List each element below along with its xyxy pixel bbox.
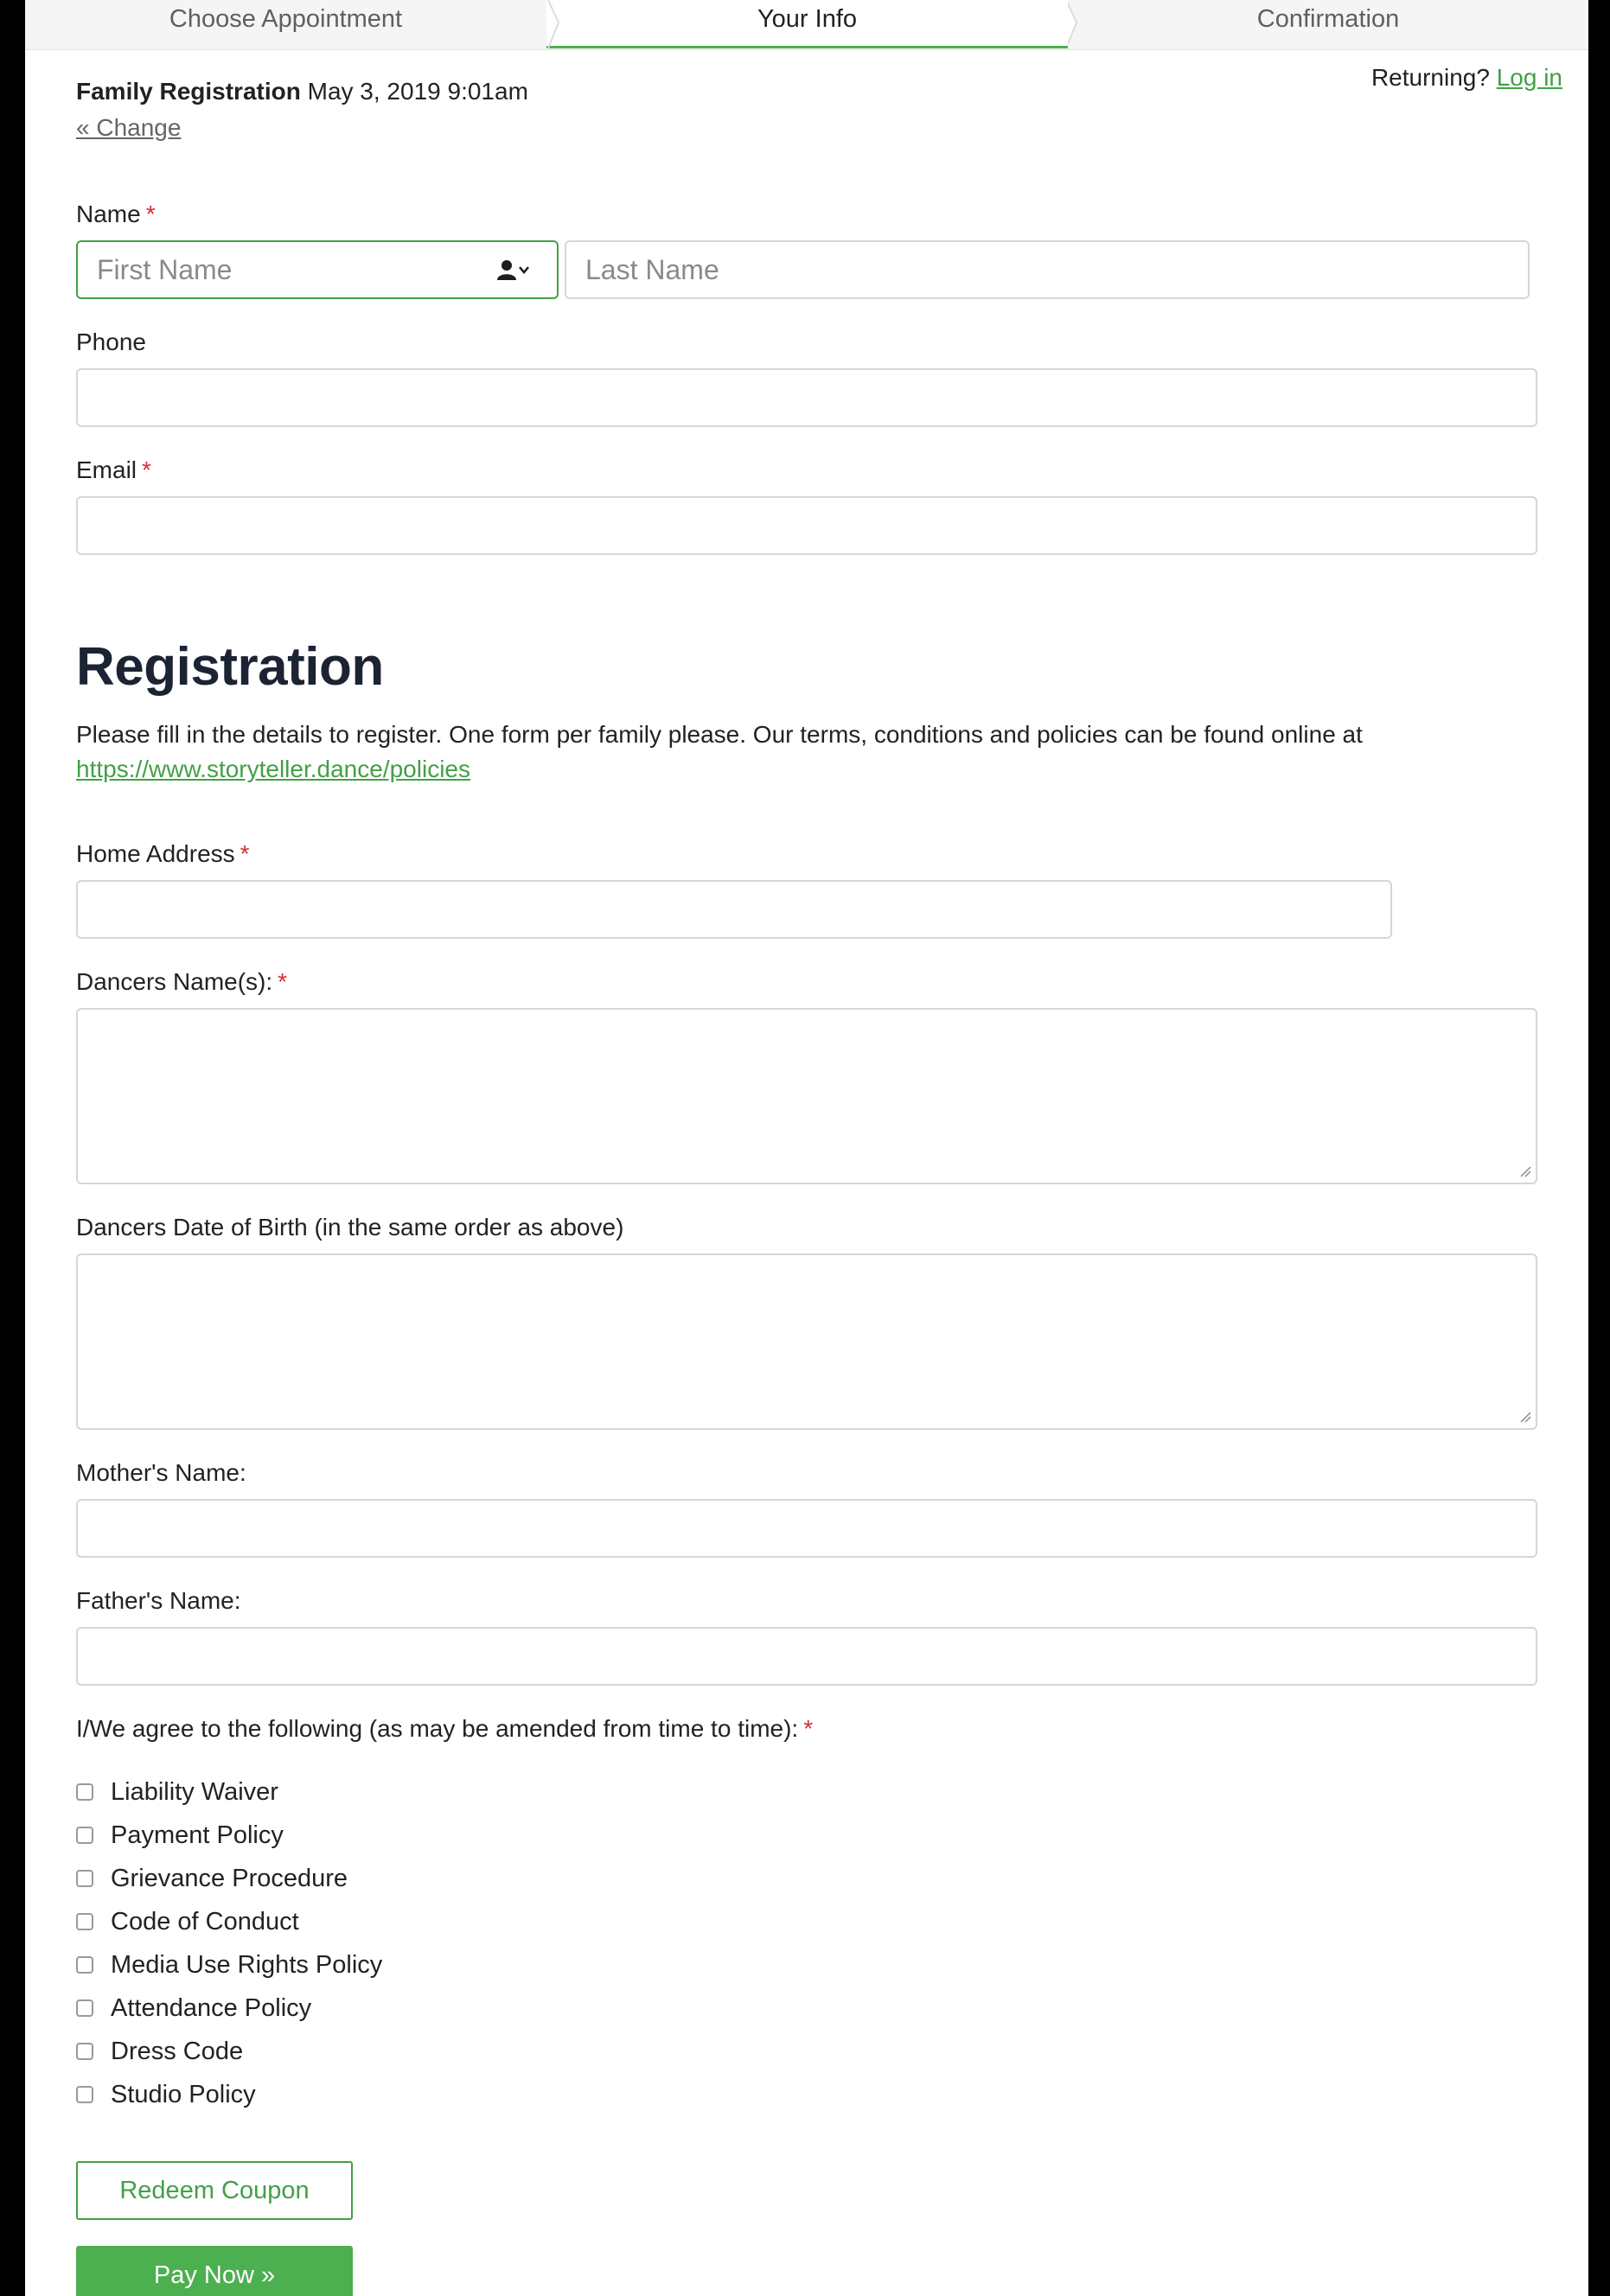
dancers-names-label: Dancers Name(s): * bbox=[76, 968, 288, 995]
step-your-info: Your Info bbox=[546, 0, 1068, 48]
agreement-item-label: Attendance Policy bbox=[111, 1993, 312, 2022]
registration-title: Registration bbox=[76, 637, 384, 697]
agreement-item-label: Media Use Rights Policy bbox=[111, 1950, 383, 1979]
agreement-item[interactable] bbox=[76, 1814, 382, 1857]
required-marker: * bbox=[240, 840, 250, 867]
step-confirmation: Confirmation bbox=[1256, 5, 1400, 33]
agreement-item-label: Dress Code bbox=[111, 2037, 244, 2065]
resize-handle-icon[interactable] bbox=[1519, 1165, 1531, 1177]
change-appointment-link[interactable]: « Change bbox=[76, 114, 182, 141]
appointment-type: Family Registration bbox=[76, 78, 301, 105]
last-name-input[interactable] bbox=[565, 240, 1530, 299]
agreement-item[interactable] bbox=[76, 2030, 382, 2073]
agreement-item[interactable] bbox=[76, 1770, 382, 1814]
returning-login bbox=[1371, 64, 1562, 92]
required-marker: * bbox=[142, 456, 151, 483]
step-tabs bbox=[25, 0, 1588, 50]
first-name-input[interactable] bbox=[76, 240, 559, 299]
step-separator-chevron bbox=[1068, 0, 1094, 48]
appointment-summary bbox=[76, 78, 528, 105]
home-address-input[interactable] bbox=[76, 880, 1392, 939]
home-address-label: Home Address * bbox=[76, 840, 250, 867]
redeem-coupon-button[interactable]: Redeem Coupon bbox=[76, 2161, 353, 2220]
dancers-dob-label: Dancers Date of Birth (in the same order as above) bbox=[76, 1214, 624, 1240]
name-label: Name * bbox=[76, 201, 156, 227]
required-marker: * bbox=[145, 201, 156, 227]
checkbox[interactable] bbox=[76, 1956, 93, 1974]
dancers-dob-textarea[interactable] bbox=[76, 1253, 1537, 1430]
agreement-checklist bbox=[76, 1770, 382, 2116]
checkbox[interactable] bbox=[76, 2086, 93, 2103]
agreement-item-label: Studio Policy bbox=[111, 2080, 256, 2108]
fathers-name-label: Father's Name: bbox=[76, 1587, 241, 1614]
agreement-item[interactable] bbox=[76, 1943, 382, 1987]
agreement-item[interactable] bbox=[76, 1987, 382, 2030]
agreement-item-label: Grievance Procedure bbox=[111, 1864, 348, 1892]
agreement-item[interactable] bbox=[76, 2073, 382, 2116]
checkbox[interactable] bbox=[76, 1913, 93, 1930]
step-choose-appointment[interactable]: Choose Appointment bbox=[169, 5, 403, 33]
mothers-name-label: Mother's Name: bbox=[76, 1459, 246, 1486]
checkbox[interactable] bbox=[76, 2043, 93, 2060]
policies-link[interactable]: https://www.storyteller.dance/policies bbox=[76, 756, 470, 782]
fathers-name-input[interactable] bbox=[76, 1627, 1537, 1686]
checkbox[interactable] bbox=[76, 1870, 93, 1887]
checkbox[interactable] bbox=[76, 1827, 93, 1844]
resize-handle-icon[interactable] bbox=[1519, 1411, 1531, 1423]
contact-picker-icon[interactable] bbox=[492, 254, 535, 289]
registration-intro bbox=[76, 718, 1546, 787]
agreement-item-label: Code of Conduct bbox=[111, 1907, 299, 1936]
mothers-name-input[interactable] bbox=[76, 1499, 1537, 1558]
email-label: Email * bbox=[76, 456, 151, 483]
phone-input[interactable] bbox=[76, 368, 1537, 427]
dancers-names-textarea[interactable] bbox=[76, 1008, 1537, 1184]
scheduling-page bbox=[25, 0, 1588, 2296]
checkbox[interactable] bbox=[76, 1783, 93, 1801]
agreement-item[interactable] bbox=[76, 1900, 382, 1943]
login-link[interactable]: Log in bbox=[1496, 64, 1562, 91]
step-separator-chevron bbox=[546, 0, 572, 48]
agreement-item[interactable] bbox=[76, 1857, 382, 1900]
agreement-item-label: Payment Policy bbox=[111, 1821, 284, 1849]
appointment-datetime: May 3, 2019 9:01am bbox=[307, 78, 528, 105]
checkbox[interactable] bbox=[76, 1999, 93, 2017]
phone-label: Phone bbox=[76, 328, 146, 355]
agreement-item-label: Liability Waiver bbox=[111, 1777, 278, 1806]
returning-text: Returning? bbox=[1370, 64, 1490, 91]
pay-now-button[interactable]: Pay Now » bbox=[76, 2246, 353, 2296]
email-input[interactable] bbox=[76, 496, 1537, 555]
required-marker: * bbox=[803, 1715, 814, 1742]
agreement-label: I/We agree to the following (as may be amended from time to time): * bbox=[76, 1715, 814, 1742]
registration-intro-text: Please fill in the details to register. One form per family please. Our terms, conditions and policies can be found online at bbox=[76, 721, 1363, 748]
required-marker: * bbox=[278, 968, 288, 995]
